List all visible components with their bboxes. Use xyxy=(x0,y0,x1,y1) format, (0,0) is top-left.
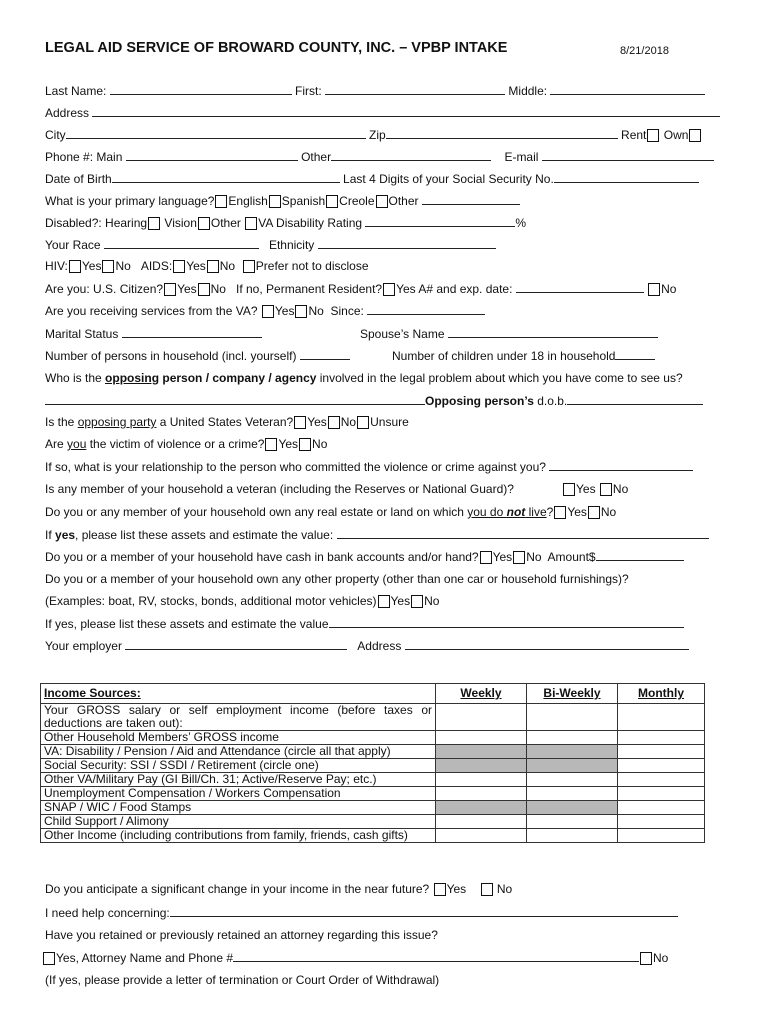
amount-label: Amount$ xyxy=(547,550,596,564)
monthly-amount-cell[interactable] xyxy=(618,704,705,731)
household-vet-yes-checkbox[interactable] xyxy=(563,483,575,496)
property-no-checkbox[interactable] xyxy=(411,595,423,608)
va-services-yes-label: Yes xyxy=(274,304,295,318)
weekly-amount-cell[interactable] xyxy=(436,787,527,801)
percent-label: % xyxy=(515,216,527,230)
income-row xyxy=(41,745,705,759)
race-field[interactable] xyxy=(104,237,259,249)
monthly-amount-cell[interactable] xyxy=(618,731,705,745)
disability-other-label: Other xyxy=(210,216,241,230)
income-row xyxy=(41,787,705,801)
hiv-no-checkbox[interactable] xyxy=(102,260,114,273)
prefer-not-label: Prefer not to disclose xyxy=(255,259,369,273)
biweekly-amount-cell[interactable] xyxy=(527,801,618,815)
aids-yes-label: Yes xyxy=(186,259,206,273)
real-estate-assets-field[interactable] xyxy=(337,527,709,539)
email-field[interactable] xyxy=(542,149,714,161)
cash-no-checkbox[interactable] xyxy=(513,551,525,564)
biweekly-header: Bi-Weekly xyxy=(527,684,618,704)
biweekly-amount-cell[interactable] xyxy=(527,773,618,787)
monthly-amount-cell[interactable] xyxy=(618,801,705,815)
opposing-party-text: opposing party xyxy=(77,415,157,429)
cash-yes-checkbox[interactable] xyxy=(480,551,492,564)
zip-field[interactable] xyxy=(386,127,618,139)
ethnicity-field[interactable] xyxy=(318,237,496,249)
ssn-field[interactable] xyxy=(554,171,699,183)
children-field[interactable] xyxy=(615,348,655,360)
own-checkbox[interactable] xyxy=(689,129,701,142)
real-estate-question: Do you or any member of your household own any real estate or land on which xyxy=(45,505,468,519)
employer-label: Your employer xyxy=(45,639,122,653)
income-source-label: Unemployment Compensation / Workers Compensation xyxy=(41,787,436,801)
va-services-question: Are you receiving services from the VA? xyxy=(45,304,258,318)
weekly-amount-cell[interactable] xyxy=(436,773,527,787)
monthly-amount-cell[interactable] xyxy=(618,759,705,773)
aids-no-label: No xyxy=(219,259,236,273)
weekly-amount-cell[interactable] xyxy=(436,704,527,731)
help-concerning-label: I need help concerning: xyxy=(45,906,170,920)
language-other-label: Other xyxy=(388,194,419,208)
employer-address-field[interactable] xyxy=(405,638,689,650)
monthly-amount-cell[interactable] xyxy=(618,745,705,759)
citizen-question: Are you: U.S. Citizen? xyxy=(45,282,164,296)
phone-main-field[interactable] xyxy=(126,149,298,161)
spouse-field[interactable] xyxy=(448,326,658,338)
income-source-label: Child Support / Alimony xyxy=(41,815,436,829)
address-label: Address xyxy=(45,106,90,120)
relationship-question: If so, what is your relationship to the person who committed the violence or crime against you? xyxy=(45,460,546,474)
monthly-header: Monthly xyxy=(618,684,705,704)
rent-checkbox[interactable] xyxy=(647,129,659,142)
opp-vet-yes-checkbox[interactable] xyxy=(294,416,306,429)
biweekly-amount-cell[interactable] xyxy=(527,815,618,829)
city-field[interactable] xyxy=(66,127,366,139)
citizen-yes-label: Yes xyxy=(177,282,197,296)
household-veteran-question: Is any member of your household a veteran (including the Reserves or National Guard)? xyxy=(45,482,514,496)
weekly-amount-cell[interactable] xyxy=(436,759,527,773)
monthly-amount-cell[interactable] xyxy=(618,815,705,829)
race-label: Your Race xyxy=(45,238,101,252)
property-yes-checkbox[interactable] xyxy=(378,595,390,608)
biweekly-amount-cell[interactable] xyxy=(527,787,618,801)
resident-no-label: No xyxy=(661,282,677,296)
income-source-label: SNAP / WIC / Food Stamps xyxy=(41,801,436,815)
income-source-label: VA: Disability / Pension / Aid and Attendance (circle all that apply) xyxy=(41,745,436,759)
aids-label: AIDS: xyxy=(140,259,173,273)
income-row xyxy=(41,773,705,787)
form-title: LEGAL AID SERVICE OF BROWARD COUNTY, INC. – VPBP INTAKE xyxy=(45,40,508,56)
creole-checkbox[interactable] xyxy=(326,195,338,208)
income-row xyxy=(41,829,705,843)
biweekly-amount-cell[interactable] xyxy=(527,759,618,773)
real-estate-assets-label: , please list these assets and estimate the value: xyxy=(75,528,334,542)
citizen-no-checkbox[interactable] xyxy=(198,283,210,296)
cash-question: Do you or a member of your household have cash in bank accounts and/or hand? xyxy=(45,550,479,564)
children-label: Number of children under 18 in household xyxy=(392,349,616,363)
opposing-dob-label: Opposing person’s xyxy=(425,394,534,408)
opposing-dob-field[interactable] xyxy=(567,393,703,405)
email-label: E-mail xyxy=(504,150,539,164)
disabled-question: Disabled?: Hearing xyxy=(45,216,148,230)
aids-no-checkbox[interactable] xyxy=(207,260,219,273)
ssn-label: Last 4 Digits of your Social Security No. xyxy=(343,172,554,186)
language-other-checkbox[interactable] xyxy=(376,195,388,208)
income-source-label: Other Household Members’ GROSS income xyxy=(41,731,436,745)
middle-name-label: Middle: xyxy=(508,84,548,98)
since-label: Since: xyxy=(330,304,364,318)
income-row xyxy=(41,731,705,745)
marital-field[interactable] xyxy=(122,326,262,338)
hiv-label: HIV: xyxy=(45,259,68,273)
biweekly-amount-cell[interactable] xyxy=(527,745,618,759)
biweekly-amount-cell[interactable] xyxy=(527,829,618,843)
income-row xyxy=(41,759,705,773)
help-concerning-field[interactable] xyxy=(170,905,678,917)
ethnicity-label: Ethnicity xyxy=(268,238,315,252)
middle-name-field[interactable] xyxy=(550,83,705,95)
hiv-yes-label: Yes xyxy=(81,259,102,273)
rent-label: Rent xyxy=(621,128,647,142)
relationship-field[interactable] xyxy=(549,459,693,471)
va-rating-checkbox[interactable] xyxy=(245,217,257,230)
va-rating-field[interactable] xyxy=(365,215,515,227)
attorney-no-checkbox[interactable] xyxy=(640,952,652,965)
weekly-amount-cell[interactable] xyxy=(436,731,527,745)
phone-label: Phone #: Main xyxy=(45,150,123,164)
language-other-field[interactable] xyxy=(422,193,520,205)
monthly-amount-cell[interactable] xyxy=(618,773,705,787)
income-change-question: Do you anticipate a significant change in your income in the near future? xyxy=(45,882,430,896)
victim-no-checkbox[interactable] xyxy=(299,438,311,451)
amount-field[interactable] xyxy=(596,549,684,561)
first-name-field[interactable] xyxy=(325,83,505,95)
address-field[interactable] xyxy=(92,105,720,117)
attorney-question: Have you retained or previously retained an attorney regarding this issue? xyxy=(45,928,438,942)
victim-question: the victim of violence or a crime? xyxy=(86,437,265,451)
hiv-yes-checkbox[interactable] xyxy=(69,260,81,273)
weekly-amount-cell[interactable] xyxy=(436,815,527,829)
income-source-label: Your GROSS salary or self employment income (before taxes or deductions are taken out): xyxy=(41,704,436,731)
va-services-no-checkbox[interactable] xyxy=(295,305,307,318)
resident-yes-checkbox[interactable] xyxy=(383,283,395,296)
opposing-question: Who is the opposing person / company / agency involved in the legal problem about which you have come to see us? xyxy=(45,371,683,385)
property-assets-field[interactable] xyxy=(329,616,684,628)
attorney-yes-label: Yes, Attorney Name and Phone # xyxy=(56,951,234,965)
attorney-name-field[interactable] xyxy=(233,950,639,962)
victim-yes-checkbox[interactable] xyxy=(265,438,277,451)
last-name-label: Last Name: xyxy=(45,84,107,98)
income-source-label: Social Security: SSI / SSDI / Retirement (circle one) xyxy=(41,759,436,773)
city-label: City xyxy=(45,128,66,142)
opposing-party-field[interactable] xyxy=(45,393,425,405)
a-number-label: Yes A# and exp. date: xyxy=(396,282,513,296)
real-estate-yes-checkbox[interactable] xyxy=(554,506,566,519)
termination-note: (If yes, please provide a letter of termination or Court Order of Withdrawal) xyxy=(45,973,440,987)
household-vet-no-checkbox[interactable] xyxy=(600,483,612,496)
real-estate-no-checkbox[interactable] xyxy=(588,506,600,519)
form-date: 8/21/2018 xyxy=(620,45,669,57)
attorney-yes-checkbox[interactable] xyxy=(43,952,55,965)
income-change-no-checkbox[interactable] xyxy=(481,883,493,896)
employer-address-label: Address xyxy=(357,639,402,653)
household-field[interactable] xyxy=(300,348,350,360)
spanish-checkbox[interactable] xyxy=(269,195,281,208)
income-source-label: Other VA/Military Pay (GI Bill/Ch. 31; Active/Reserve Pay; etc.) xyxy=(41,773,436,787)
english-checkbox[interactable] xyxy=(215,195,227,208)
income-header-row xyxy=(41,684,705,704)
weekly-amount-cell[interactable] xyxy=(436,745,527,759)
opp-vet-unsure-checkbox[interactable] xyxy=(357,416,369,429)
vision-checkbox[interactable] xyxy=(198,217,210,230)
phone-other-label: Other xyxy=(301,150,332,164)
property-question: Do you or a member of your household own any other property (other than one car or household furnishings)? xyxy=(45,572,629,586)
first-name-label: First: xyxy=(295,84,322,98)
prefer-not-checkbox[interactable] xyxy=(243,260,255,273)
resident-no-checkbox[interactable] xyxy=(648,283,660,296)
creole-label: Creole xyxy=(339,194,375,208)
employer-field[interactable] xyxy=(125,638,347,650)
va-services-yes-checkbox[interactable] xyxy=(262,305,274,318)
aids-yes-checkbox[interactable] xyxy=(173,260,185,273)
spanish-label: Spanish xyxy=(281,194,326,208)
dob-field[interactable] xyxy=(112,171,340,183)
income-row xyxy=(41,704,705,731)
income-source-label: Other Income (including contributions from family, friends, cash gifts) xyxy=(41,829,436,843)
income-row xyxy=(41,801,705,815)
phone-other-field[interactable] xyxy=(331,149,491,161)
income-table xyxy=(40,683,705,843)
vision-label: Vision xyxy=(164,216,197,230)
income-sources-header: Income Sources: xyxy=(41,684,436,704)
zip-label: Zip xyxy=(369,128,386,142)
biweekly-amount-cell[interactable] xyxy=(527,704,618,731)
weekly-header: Weekly xyxy=(436,684,527,704)
household-label: Number of persons in household (incl. yourself) xyxy=(45,349,297,363)
language-question: What is your primary language? xyxy=(45,194,215,208)
monthly-amount-cell[interactable] xyxy=(618,787,705,801)
resident-question: If no, Permanent Resident? xyxy=(236,282,383,296)
citizen-no-label: No xyxy=(210,282,226,296)
income-change-yes-checkbox[interactable] xyxy=(434,883,446,896)
dob-label: Date of Birth xyxy=(45,172,112,186)
property-examples: (Examples: boat, RV, stocks, bonds, additional motor vehicles) xyxy=(45,594,377,608)
spouse-label: Spouse’s Name xyxy=(360,327,445,341)
own-label: Own xyxy=(663,128,689,142)
va-services-no-label: No xyxy=(308,304,324,318)
since-field[interactable] xyxy=(367,303,485,315)
opp-vet-no-checkbox[interactable] xyxy=(328,416,340,429)
citizen-yes-checkbox[interactable] xyxy=(164,283,176,296)
monthly-amount-cell[interactable] xyxy=(618,829,705,843)
last-name-field[interactable] xyxy=(110,83,292,95)
income-row xyxy=(41,815,705,829)
hearing-checkbox[interactable] xyxy=(148,217,160,230)
biweekly-amount-cell[interactable] xyxy=(527,731,618,745)
marital-label: Marital Status xyxy=(45,327,119,341)
property-assets-label: If yes, please list these assets and estimate the value xyxy=(45,617,329,631)
weekly-amount-cell[interactable] xyxy=(436,829,527,843)
a-number-field[interactable] xyxy=(516,281,644,293)
english-label: English xyxy=(228,194,268,208)
weekly-amount-cell[interactable] xyxy=(436,801,527,815)
hiv-no-label: No xyxy=(115,259,131,273)
va-rating-label: VA Disability Rating xyxy=(258,216,363,230)
